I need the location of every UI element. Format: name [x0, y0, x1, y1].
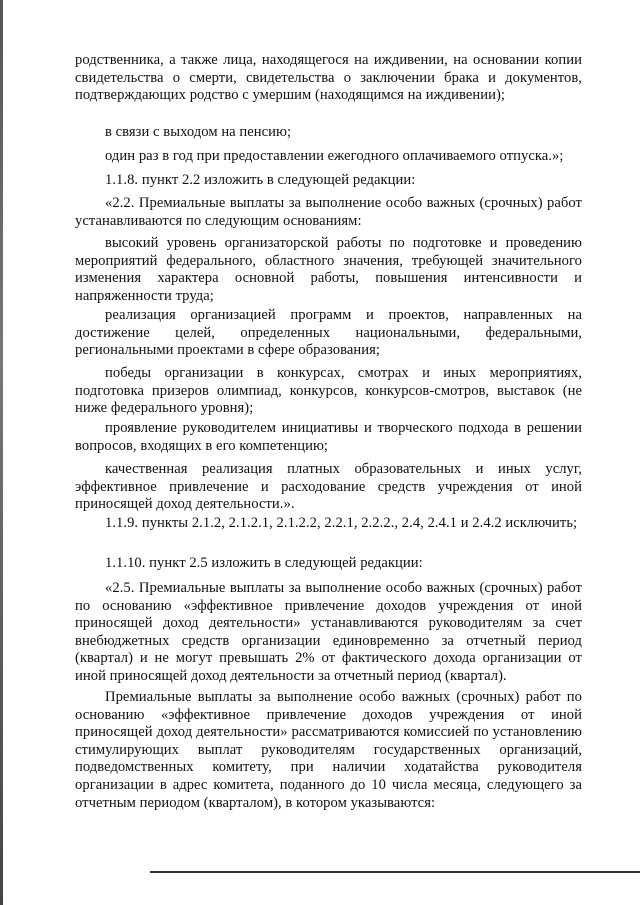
paragraph-5: «2.2. Премиальные выплаты за выполнение особо важных (срочных) работ устанавливаются по следующим основаниям:: [75, 195, 582, 229]
paragraph-8: победы организации в конкурсах, смотрах и иных мероприятиях, подготовка призеров олимпиад, конкурсов, конкурсов-смотров, выставок (не ниже федерального уровня);: [75, 365, 582, 417]
paragraph-6: высокий уровень организаторской работы по подготовке и проведению мероприятий федерального, областного значения, требующей значительного изменения характера основной работы, повышения интенсивности и напряженности труда;: [75, 235, 582, 304]
paragraph-4: 1.1.8. пункт 2.2 изложить в следующей редакции:: [105, 172, 416, 188]
paragraph-12: 1.1.10. пункт 2.5 изложить в следующей редакции:: [105, 555, 423, 571]
paragraph-13: «2.5. Премиальные выплаты за выполнение особо важных (срочных) работ по основанию «эффективное привлечение доходов учреждения от иной приносящей доход деятельности» устанавливаются руководителям за счет внебюджетных средств организации единовременно за отчетный период (квартал) и не могут превышать 2% от фактического дохода организации от иной приносящей доход деятельности за отчетный период (квартал).: [75, 580, 582, 684]
scan-bottom-edge: [150, 871, 640, 873]
paragraph-14: Премиальные выплаты за выполнение особо важных (срочных) работ по основанию «эффективное привлечение доходов учреждения от иной приносящей доход деятельности» рассматриваются комиссией по установлению стимулирующих выплат руководителям государственных организаций, подведомственных комитету, при наличии ходатайства руководителя организации в адрес комитета, поданного до 10 числа месяца, следующего за отчетным периодом (кварталом), в котором указываются:: [75, 689, 582, 811]
paragraph-9: проявление руководителем инициативы и творческого подхода в решении вопросов, входящих в его компетенцию;: [75, 420, 582, 454]
paragraph-7: реализация организацией программ и проектов, направленных на достижение целей, определенных национальными, федеральными, региональными проектами в сфере образования;: [75, 307, 582, 359]
paragraph-3: один раз в год при предоставлении ежегодного оплачиваемого отпуска.»;: [105, 148, 564, 164]
paragraph-11: 1.1.9. пункты 2.1.2, 2.1.2.1, 2.1.2.2, 2.2.1, 2.2.2., 2.4, 2.4.1 и 2.4.2 исключить;: [105, 515, 578, 531]
paragraph-2: в связи с выходом на пенсию;: [105, 124, 292, 140]
paragraph-10: качественная реализация платных образовательных и иных услуг, эффективное привлечение и расходование средств учреждения от иной приносящей доход деятельности.».: [75, 461, 582, 513]
paragraph-1: родственника, а также лица, находящегося на иждивении, на основании копии свидетельства о смерти, свидетельства о заключении брака и документов, подтверждающих родство с умершим (находящимся на иждивении);: [75, 52, 582, 104]
